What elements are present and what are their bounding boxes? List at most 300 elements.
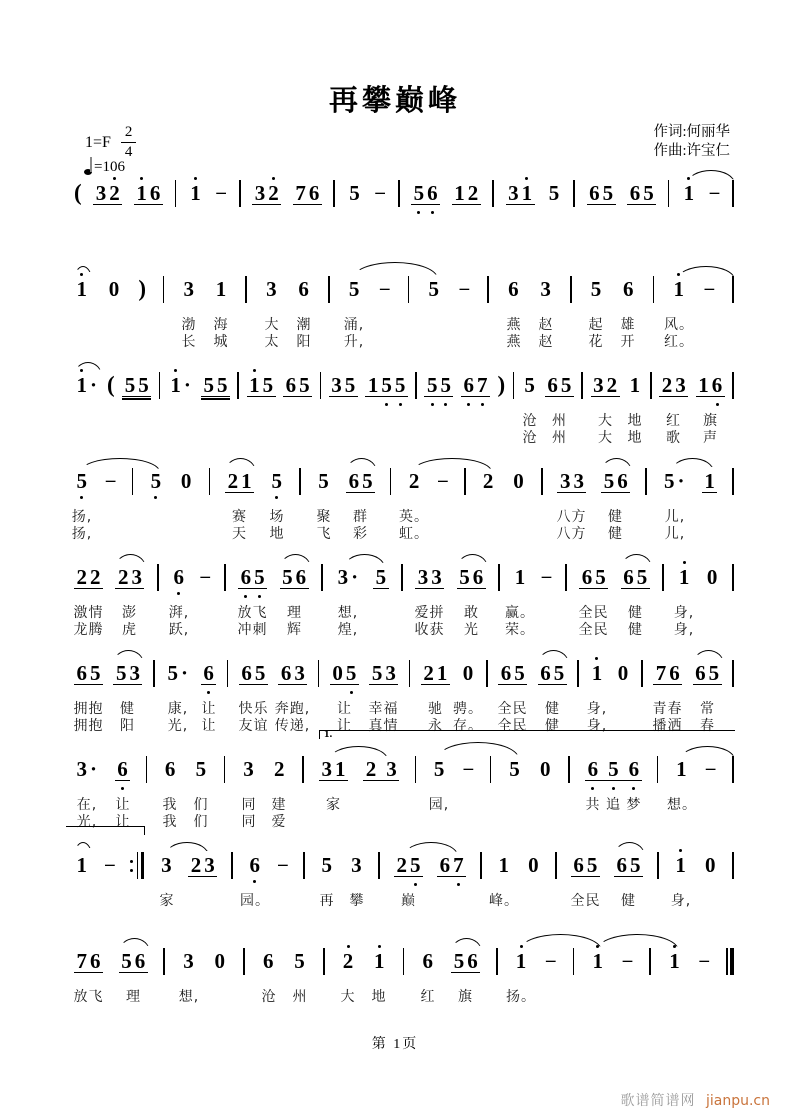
note-digit: 6 xyxy=(295,565,307,589)
barline xyxy=(237,372,239,399)
lyric-syllable: 家 xyxy=(326,797,341,813)
octave-dot-below-icon xyxy=(121,787,124,790)
octave-dot-above-icon xyxy=(687,177,690,180)
note-digit: 1 xyxy=(520,182,534,204)
lyric-syllable: 荣。 xyxy=(505,622,535,638)
note-digit: 5 xyxy=(459,565,470,589)
barline xyxy=(577,660,579,687)
note-digit: 6 xyxy=(285,373,297,397)
note-digit: 2 xyxy=(90,565,101,589)
lyric-syllable: 红 xyxy=(420,989,436,1005)
lyric-syllable: 光, xyxy=(76,814,98,830)
lyric-syllable: 拥抱 xyxy=(73,718,104,734)
note-digit: 6 xyxy=(622,277,634,301)
lyric-syllable: 驰 xyxy=(428,701,443,717)
duration-dash: – xyxy=(200,566,211,587)
barline xyxy=(496,948,498,975)
barline xyxy=(175,180,177,207)
note-digit: 1 xyxy=(248,374,262,396)
lyric-syllable: 同 xyxy=(241,797,257,813)
slur-arc xyxy=(352,262,439,279)
note-digit: 5 xyxy=(115,661,127,685)
lyric-syllable: 天 xyxy=(232,526,247,542)
barline xyxy=(333,180,335,207)
note-digit: 1 xyxy=(590,662,604,684)
note-group xyxy=(621,566,650,589)
barline xyxy=(570,276,572,303)
octave-dot-above-icon xyxy=(140,177,143,180)
note-digit: 5 xyxy=(630,853,641,877)
note-digit: 5 xyxy=(253,566,267,588)
note-digit: 6 xyxy=(629,181,641,205)
notes-row xyxy=(74,566,734,596)
note-group xyxy=(241,758,257,780)
system-line xyxy=(0,358,790,454)
lyric-syllable: 地 xyxy=(371,989,387,1005)
note-digit: 1 xyxy=(75,278,89,300)
barline xyxy=(732,660,734,687)
note-group xyxy=(188,182,204,204)
note-digit: 2 xyxy=(365,757,377,781)
note-digit: 1 xyxy=(677,566,691,588)
lyric-syllable: 龙腾 xyxy=(73,622,104,638)
note-group xyxy=(537,758,553,780)
note-group xyxy=(369,662,398,685)
note-group xyxy=(557,470,586,493)
note-digit: 1 xyxy=(335,757,346,781)
barline xyxy=(318,660,320,687)
note-digit: 6 xyxy=(472,565,484,589)
lyric-syllable: 放飞 xyxy=(237,605,268,621)
lyric-syllable: 城 xyxy=(213,334,229,350)
note-group xyxy=(676,566,692,588)
lyric-syllable: 幸福 xyxy=(368,701,399,717)
barline xyxy=(732,756,734,783)
lyric-syllable: 歌 xyxy=(666,430,681,446)
barline xyxy=(662,564,664,591)
augmentation-dot: · xyxy=(351,565,359,589)
lyric-syllable: 奔跑, xyxy=(274,701,311,717)
lyric-syllable: 长 xyxy=(181,334,197,350)
octave-dot-below-icon xyxy=(716,403,719,406)
lyric-syllable: 赵 xyxy=(538,317,554,333)
barline xyxy=(732,564,734,591)
lyric-syllable: 身, xyxy=(586,718,608,734)
lyric-syllable: 地 xyxy=(627,413,643,429)
barline xyxy=(480,852,482,879)
barline xyxy=(409,660,411,687)
lyric-syllable: 旗 xyxy=(703,413,718,429)
note-group xyxy=(627,182,656,205)
octave-dot-below-icon xyxy=(258,595,261,598)
lyric-syllable: 敢 xyxy=(464,605,479,621)
note-digit: 5 xyxy=(603,469,615,493)
notes-row xyxy=(74,470,734,500)
lyric-syllable: 州 xyxy=(552,413,567,429)
lyric-syllable: 身, xyxy=(673,622,695,638)
lyric-syllable: 州 xyxy=(292,989,308,1005)
note-digit: 5 xyxy=(425,374,439,396)
note-digit: 3 xyxy=(573,469,584,493)
note-digit: 0 xyxy=(462,661,474,685)
duration-dash: – xyxy=(463,758,474,779)
note-group xyxy=(212,950,228,972)
note-digit: 3 xyxy=(331,373,342,397)
note-digit: 5 xyxy=(90,661,101,685)
notes-row xyxy=(74,950,734,980)
note-group xyxy=(496,854,512,876)
note-digit: 6 xyxy=(462,374,476,396)
duration-dash: – xyxy=(105,854,115,875)
note-digit: 7 xyxy=(476,374,490,396)
notes-row xyxy=(74,278,734,308)
notes-row xyxy=(74,374,734,404)
lyric-syllable: 群 xyxy=(353,509,368,525)
lyric-syllable: 让 xyxy=(201,701,217,717)
lyric-syllable: 八方 xyxy=(556,526,587,542)
octave-dot-below-icon xyxy=(591,787,594,790)
lyric-syllable: 骋。 xyxy=(453,701,483,717)
note-group xyxy=(239,662,268,685)
note-group xyxy=(181,278,197,300)
lyric-syllable: 让 xyxy=(201,718,217,734)
lyric-syllable: 激情 xyxy=(73,605,104,621)
note-digit: 5 xyxy=(167,661,178,685)
lyric-syllable: 让 xyxy=(115,797,131,813)
note-digit: 1 xyxy=(75,374,89,396)
lyricist-credit: 作词:何丽华 xyxy=(653,124,730,140)
note-digit: 1 xyxy=(372,950,386,972)
note-digit: 5 xyxy=(138,373,149,397)
note-group xyxy=(74,278,90,300)
note-digit: 2 xyxy=(606,373,618,397)
lyric-syllable: 涌, xyxy=(343,317,365,333)
note-digit: 0 xyxy=(528,853,539,877)
note-group xyxy=(225,470,254,493)
note-group xyxy=(247,374,276,397)
note-digit: 3 xyxy=(337,565,349,589)
barline xyxy=(565,564,567,591)
lyric-syllable: 沧 xyxy=(261,989,277,1005)
barline xyxy=(159,372,161,399)
duration-dash: – xyxy=(278,854,288,875)
barline xyxy=(157,564,159,591)
barline xyxy=(231,852,233,879)
octave-dot-above-icon xyxy=(80,369,83,372)
note-digit: 1 xyxy=(215,277,227,301)
barline xyxy=(245,276,247,303)
note-group xyxy=(589,662,605,684)
note-group xyxy=(507,758,523,780)
duration-dash: – xyxy=(705,758,716,779)
barline xyxy=(299,468,301,495)
duration-dash: – xyxy=(459,278,470,299)
note-group xyxy=(579,566,608,589)
lyric-syllable: 场 xyxy=(269,509,285,525)
note-group xyxy=(671,278,687,300)
note-digit: 6 xyxy=(623,565,634,589)
barline xyxy=(492,180,494,207)
notes-row xyxy=(74,854,734,884)
note-group xyxy=(437,854,466,877)
lyric-syllable: 攀 xyxy=(349,893,365,909)
octave-dot-below-icon xyxy=(444,403,447,406)
note-digit: 6 xyxy=(90,949,101,973)
barline xyxy=(224,756,226,783)
note-digit: 6 xyxy=(164,757,176,781)
lyric-syllable: 建 xyxy=(271,797,287,813)
note-digit: 5 xyxy=(636,565,648,589)
barline xyxy=(657,852,659,879)
parenthesis: ( xyxy=(107,372,115,397)
barline xyxy=(390,468,392,495)
note-digit: 5 xyxy=(553,661,565,685)
barline xyxy=(401,564,403,591)
lyric-syllable: 全民 xyxy=(578,605,609,621)
note-digit: 6 xyxy=(508,277,519,301)
lyric-syllable: 冲刺 xyxy=(237,622,268,638)
note-group xyxy=(506,182,535,205)
note-group xyxy=(513,950,529,972)
lyric-syllable: 光 xyxy=(464,622,479,638)
slur-arc xyxy=(596,934,680,951)
barline xyxy=(487,276,489,303)
note-digit: 0 xyxy=(513,469,524,493)
lyric-syllable: 旗 xyxy=(458,989,473,1005)
note-group xyxy=(122,374,151,397)
note-group xyxy=(252,182,281,205)
note-digit: 2 xyxy=(423,661,434,685)
note-digit: 1 xyxy=(668,950,682,972)
lyric-syllable: 巅 xyxy=(401,893,416,909)
barline xyxy=(163,948,165,975)
barline xyxy=(657,756,659,783)
note-group xyxy=(590,950,606,972)
note-group xyxy=(571,854,600,877)
note-group xyxy=(538,662,567,685)
note-digit: 1 xyxy=(135,182,149,204)
note-digit: 3 xyxy=(431,565,442,589)
duration-dash: – xyxy=(216,182,226,203)
note-group xyxy=(424,374,453,397)
lyric-syllable: 阳 xyxy=(120,718,135,734)
lyric-syllable: 燕 xyxy=(506,317,522,333)
lyric-syllable: 大 xyxy=(340,989,356,1005)
lyric-syllable: 爱拼 xyxy=(414,605,445,621)
note-digit: 6 xyxy=(467,949,478,973)
note-digit: 5 xyxy=(560,373,572,397)
note-digit: 5 xyxy=(299,373,310,397)
note-digit: 1 xyxy=(241,469,252,493)
duration-dash: – xyxy=(105,470,116,491)
lyric-syllable: 健 xyxy=(608,526,623,542)
barline xyxy=(732,372,734,399)
octave-dot-below-icon xyxy=(399,403,402,406)
note-group xyxy=(74,662,103,685)
augmentation-dot: · xyxy=(90,757,98,781)
note-digit: 6 xyxy=(348,469,360,493)
note-group xyxy=(506,278,522,300)
note-digit: 6 xyxy=(581,565,593,589)
lyric-syllable: 身, xyxy=(670,893,692,909)
note-group xyxy=(319,854,335,876)
barline xyxy=(573,948,575,975)
octave-dot-below-icon xyxy=(431,403,434,406)
duration-dash: – xyxy=(545,950,556,971)
note-digit: 3 xyxy=(243,757,254,781)
lyric-syllable: 在, xyxy=(76,797,98,813)
note-digit: 5 xyxy=(344,662,358,684)
note-digit: 5 xyxy=(270,470,284,492)
note-digit: 1 xyxy=(436,661,448,685)
duration-dash: – xyxy=(380,278,390,299)
lyric-syllable: 常 xyxy=(700,701,715,717)
note-group xyxy=(614,854,643,877)
note-group xyxy=(181,950,197,972)
note-digit: 6 xyxy=(617,469,628,493)
barline xyxy=(403,948,405,975)
note-digit: 0 xyxy=(617,661,629,685)
note-digit: 1 xyxy=(674,854,688,876)
barline xyxy=(555,852,557,879)
note-digit: 2 xyxy=(467,181,479,205)
note-digit: 3 xyxy=(508,181,519,205)
barline xyxy=(398,180,400,207)
octave-dot-below-icon xyxy=(417,211,420,214)
note-group xyxy=(340,950,356,972)
note-digit: 6 xyxy=(116,758,130,780)
note-digit: 5 xyxy=(408,854,422,876)
note-digit: 1 xyxy=(591,950,605,972)
note-digit: 6 xyxy=(573,853,584,877)
duration-dash: – xyxy=(709,182,720,203)
note-digit: 3 xyxy=(559,469,571,493)
lyric-syllable: 们 xyxy=(193,814,209,830)
note-digit: 7 xyxy=(452,854,466,876)
barline xyxy=(645,468,647,495)
octave-dot-below-icon xyxy=(350,691,353,694)
lyric-syllable: 海 xyxy=(213,317,229,333)
key-label: 1=F xyxy=(85,133,111,151)
lyric-syllable: 煌, xyxy=(337,622,359,638)
note-group xyxy=(115,758,131,781)
octave-dot-below-icon xyxy=(154,496,157,499)
lyric-syllable: 身, xyxy=(673,605,695,621)
note-digit: 0 xyxy=(539,757,551,781)
note-digit: 2 xyxy=(341,950,355,972)
note-digit: 3 xyxy=(417,565,429,589)
lyric-syllable: 同 xyxy=(241,814,257,830)
note-digit: 6 xyxy=(239,566,253,588)
note-spacer xyxy=(620,758,627,780)
note-digit: 3 xyxy=(76,757,87,781)
time-signature-denominator: 4 xyxy=(124,144,133,161)
barline xyxy=(378,852,380,879)
lyric-syllable: 园。 xyxy=(240,893,270,909)
note-group xyxy=(420,950,436,972)
lyric-syllable: 扬, xyxy=(71,526,93,542)
lyric-syllable: 辉 xyxy=(287,622,302,638)
barline xyxy=(224,564,226,591)
volta-bracket-end xyxy=(66,826,145,835)
note-digit: 5 xyxy=(433,757,445,781)
note-digit: 3 xyxy=(540,277,551,301)
octave-dot-below-icon xyxy=(385,403,388,406)
note-group xyxy=(480,470,496,492)
barline xyxy=(541,468,543,495)
barline xyxy=(328,276,330,303)
note-digit: 1 xyxy=(698,373,709,397)
barline xyxy=(303,852,305,879)
note-digit: 5 xyxy=(439,374,453,396)
barline xyxy=(408,276,410,303)
octave-dot-below-icon xyxy=(275,496,278,499)
watermark-url: jianpu.cn xyxy=(705,1093,770,1109)
duration-dash: – xyxy=(622,950,633,971)
note-group xyxy=(261,950,277,972)
lyric-syllable: 快乐 xyxy=(238,701,269,717)
barline xyxy=(323,948,325,975)
lyric-syllable: 湃, xyxy=(168,605,190,621)
note-group xyxy=(538,278,554,300)
note-digit: 0 xyxy=(705,853,716,877)
note-spacer xyxy=(600,758,607,780)
note-digit: 5 xyxy=(509,757,520,781)
lyric-syllable: 花 xyxy=(588,334,604,350)
lyric-syllable: 沧 xyxy=(522,430,538,446)
lyric-syllable: 全民 xyxy=(578,622,609,638)
note-digit: 5 xyxy=(216,373,228,397)
note-digit: 5 xyxy=(282,565,293,589)
note-digit: 6 xyxy=(500,661,512,685)
note-group xyxy=(394,854,423,877)
note-group xyxy=(93,182,122,205)
barline xyxy=(732,468,734,495)
lyric-syllable: 赢。 xyxy=(505,605,535,621)
note-group xyxy=(148,470,164,492)
note-group xyxy=(373,566,389,589)
lyric-syllable: 让 xyxy=(115,814,131,830)
notes-row xyxy=(74,728,734,788)
note-digit: 7 xyxy=(655,661,667,685)
note-group xyxy=(335,566,361,588)
note-digit: 3 xyxy=(183,949,194,973)
note-digit: 3 xyxy=(204,853,215,877)
notes-row xyxy=(74,662,734,692)
note-group xyxy=(193,758,209,780)
lyric-syllable: 八方 xyxy=(556,509,587,525)
note-group xyxy=(667,950,683,972)
octave-dot-above-icon xyxy=(683,561,686,564)
duration-dash: – xyxy=(438,470,448,491)
lyric-syllable: 春 xyxy=(700,718,715,734)
note-group xyxy=(349,854,365,876)
octave-dot-below-icon xyxy=(244,595,247,598)
note-group xyxy=(461,374,490,397)
note-group xyxy=(406,470,422,492)
final-barline xyxy=(726,948,734,975)
lyric-syllable: 红。 xyxy=(664,334,694,350)
lyric-syllable: 儿, xyxy=(664,526,686,542)
duration-dash: – xyxy=(704,278,715,299)
note-digit: 5 xyxy=(643,181,654,205)
note-digit: 5 xyxy=(664,469,675,493)
lyric-syllable: 赛 xyxy=(232,509,247,525)
note-digit: 5 xyxy=(590,277,602,301)
note-digit: 7 xyxy=(295,181,306,205)
note-group xyxy=(201,374,230,397)
note-digit: 2 xyxy=(267,182,281,204)
